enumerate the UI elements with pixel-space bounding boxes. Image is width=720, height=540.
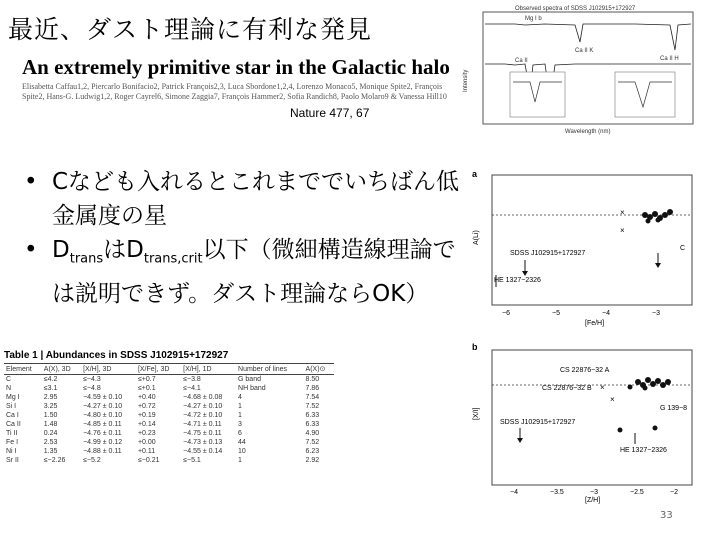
table-cell: 7.54 <box>305 394 320 401</box>
table-row <box>4 402 334 411</box>
panel-b-xtick: −4 <box>510 489 518 496</box>
table-row <box>4 393 334 402</box>
spectrum-label: Ca II <box>515 58 528 64</box>
table-cell: 4.90 <box>305 430 320 437</box>
table-cell: ≤−5.1 <box>183 457 201 464</box>
table-cell: Mg I <box>6 394 20 401</box>
spectrum-label: Ca II H <box>660 56 679 62</box>
table-cell: +0.00 <box>137 439 156 446</box>
table-row <box>4 375 334 385</box>
table-header: Element <box>4 364 42 375</box>
table-cell: ≤−0.21 <box>137 457 160 464</box>
panel-a-points <box>620 208 673 235</box>
table-cell: 1 <box>238 403 242 410</box>
panel-a-xtick: −5 <box>552 310 560 317</box>
table-cell: Sr II <box>6 457 19 464</box>
table-cell: Ca II <box>6 421 21 428</box>
panel-a-point-label: SDSS J102915+172927 <box>510 250 586 257</box>
table-row <box>4 438 334 447</box>
table-cell: 6 <box>238 430 242 437</box>
table-cell: 44 <box>238 439 246 446</box>
paper-title: An extremely primitive star in the Galactic halo <box>22 55 450 79</box>
table-cell: −4.27 ± 0.10 <box>83 403 123 410</box>
panel-b-point-label: SDSS J102915+172927 <box>500 419 576 426</box>
spectrum-xlabel: Wavelength (nm) <box>565 129 611 135</box>
table-cell: 3.25 <box>43 403 58 410</box>
table-cell: 0.24 <box>43 430 58 437</box>
table-cell: 4 <box>238 394 242 401</box>
table-cell: 1.48 <box>43 421 58 428</box>
panel-b-ylabel: [X/I] <box>473 407 480 420</box>
table-cell: 1 <box>238 412 242 419</box>
table-row <box>4 384 334 393</box>
table-header: [X/H], 1D <box>181 364 236 375</box>
data-point-cross: × <box>600 383 605 392</box>
panel-a-xlabel: [Fe/H] <box>585 320 605 327</box>
data-point-cross: × <box>620 208 625 217</box>
table-header: A(X), 3D <box>42 364 81 375</box>
panel-a-label: a <box>472 169 478 179</box>
panel-a-point-label: C <box>680 245 686 252</box>
table-cell: ≤+0.1 <box>137 385 156 392</box>
table-cell: G band <box>238 376 261 383</box>
table-cell: 6.33 <box>305 421 320 428</box>
table-title: Table 1 | Abundances in SDSS J102915+172927 <box>4 350 229 361</box>
table-cell: N <box>6 385 12 392</box>
table-cell: −4.68 ± 0.08 <box>183 394 223 401</box>
panel-b-xlabel: [Z/H] <box>585 497 601 504</box>
table-header: Number of lines <box>236 364 304 375</box>
table-cell: −4.73 ± 0.13 <box>183 439 223 446</box>
table-cell: 8.50 <box>305 376 320 383</box>
table-header: [X/H], 3D <box>81 364 136 375</box>
table-row <box>4 411 334 420</box>
table-cell: NH band <box>238 385 266 392</box>
table-cell: 2.92 <box>305 457 320 464</box>
paper-authors: Elisabetta Caffau1,2, Piercarlo Bonifacio2, Patrick François2,3, Luca Sbordone1,2,4, Lorenzo Monaco5, Monique Spite2, François Spite2, Hans-G. Ludwig1,2, Roger Cayrel6, Simone Zaggia7, François Hammer2, Sofia Randich8, Paolo Molaro9 & Vanessa Hill10 <box>22 82 447 101</box>
data-point <box>655 378 661 384</box>
table-cell: 2.53 <box>43 439 58 446</box>
table-cell: 1 <box>238 457 242 464</box>
panel-b-xtick: −3 <box>590 489 598 496</box>
bullet-dot: • <box>24 237 38 263</box>
table-cell: 10 <box>238 448 246 455</box>
table-cell: 1.35 <box>43 448 58 455</box>
panel-b-xtick: −3.5 <box>550 489 564 496</box>
data-point <box>635 379 641 385</box>
panel-a-plot <box>470 165 700 330</box>
bullet-dot: • <box>24 169 38 195</box>
table-cell: +0.23 <box>137 430 156 437</box>
table-cell: ≤−5.2 <box>83 457 101 464</box>
table-cell: −4.27 ± 0.10 <box>183 403 223 410</box>
table-row <box>4 420 334 429</box>
table-cell: ≤−4.1 <box>183 385 201 392</box>
panel-b-point-label: CS 22876−32 B <box>542 385 592 392</box>
data-point <box>650 381 656 387</box>
table-cell: +0.19 <box>137 412 156 419</box>
table-header-row <box>4 364 334 375</box>
table-header: A(X)⊙ <box>304 364 334 375</box>
panel-a-xtick: −4 <box>602 310 610 317</box>
nature-reference: Nature 477, 67 <box>290 106 370 120</box>
data-point <box>618 428 623 433</box>
table-cell: +0.14 <box>137 421 156 428</box>
bullet-list <box>22 165 462 311</box>
spectrum-figure <box>455 2 700 135</box>
spectrum-inset-left <box>510 72 565 117</box>
table-cell: Si I <box>6 403 17 410</box>
table-cell: −4.55 ± 0.14 <box>183 448 223 455</box>
panel-b-point-label: CS 22876−32 A <box>560 367 610 374</box>
table-cell: +0.40 <box>137 394 156 401</box>
table-body <box>4 375 334 466</box>
table-cell: −4.88 ± 0.11 <box>83 448 122 455</box>
table-cell: ≤−4.3 <box>83 376 101 383</box>
table-cell: −4.85 ± 0.11 <box>83 421 122 428</box>
panel-b-xtick: −2.5 <box>630 489 644 496</box>
data-point <box>656 218 661 223</box>
panel-b-plot <box>470 340 700 505</box>
bullet-text: $D_{trans}$は$D_{trans,crit}$以下（微細構造線理論では説明できず。ダスト理論ならOK） <box>52 237 456 307</box>
spectrum-line-upper <box>485 24 691 50</box>
table-cell: 7.52 <box>305 403 320 410</box>
panel-a-ylabel: A(Li) <box>473 230 480 245</box>
spectrum-title: Observed spectra of SDSS J102915+172927 <box>515 6 636 12</box>
panel-b-xtick: −2 <box>670 489 678 496</box>
data-point <box>646 219 651 224</box>
table-cell: 1.50 <box>43 412 58 419</box>
spectrum-inset-right <box>615 72 675 117</box>
abundance-table <box>0 350 340 465</box>
table-header: [X/Fe], 3D <box>136 364 181 375</box>
table-cell: C <box>6 376 12 383</box>
panel-a-xtick: −6 <box>502 310 510 317</box>
bullet-text: Cなども入れるとこれまででいちばん低金属度の星 <box>52 169 460 229</box>
table-cell: ≤+0.7 <box>137 376 156 383</box>
table-cell: Ca I <box>6 412 19 419</box>
table-cell: Fe I <box>6 439 19 446</box>
panel-a-frame <box>492 175 692 305</box>
table-cell: 6.23 <box>305 448 320 455</box>
table-cell: ≤−4.8 <box>83 385 101 392</box>
table-cell: ≤−3.8 <box>183 376 201 383</box>
data-point <box>653 426 658 431</box>
table-cell: Ti II <box>6 430 18 437</box>
table-cell: −4.76 ± 0.11 <box>83 430 122 437</box>
table-cell: 7.52 <box>305 439 320 446</box>
data-point <box>645 377 651 383</box>
data-point <box>660 382 666 388</box>
table-cell: 6.33 <box>305 412 320 419</box>
bullet-item <box>22 165 462 233</box>
table-cell: Ni I <box>6 448 17 455</box>
table-cell: +0.72 <box>137 403 156 410</box>
data-point <box>643 386 648 391</box>
table-cell: −4.72 ± 0.10 <box>183 412 223 419</box>
panel-a-point-label: HE 1327−2326 <box>494 277 541 284</box>
table-cell: −4.75 ± 0.11 <box>183 430 222 437</box>
table-cell: ≤3.1 <box>43 385 58 392</box>
data-point <box>628 385 633 390</box>
spectrum-label: Ca II K <box>575 48 594 54</box>
table-cell: −4.80 ± 0.10 <box>83 412 123 419</box>
table-row <box>4 447 334 456</box>
data-point-cross: × <box>610 395 615 404</box>
table-cell: −4.59 ± 0.10 <box>83 394 123 401</box>
table-cell: 3 <box>238 421 242 428</box>
table-cell: −4.99 ± 0.12 <box>83 439 123 446</box>
table-grid <box>4 363 334 465</box>
data-point <box>652 211 658 217</box>
spectrum-ylabel: Intensity <box>463 69 469 92</box>
panel-a-xtick: −3 <box>652 310 660 317</box>
upper-limit-arrowhead <box>522 271 528 276</box>
bullet-item <box>22 233 462 311</box>
table-cell: −4.71 ± 0.11 <box>183 421 222 428</box>
panel-b-point-label: HE 1327−2326 <box>620 447 667 454</box>
table-cell: ≤−2.26 <box>43 457 66 464</box>
upper-limit-arrowhead <box>655 263 661 268</box>
panel-b-label: b <box>472 342 478 352</box>
table-cell: ≤4.2 <box>43 376 58 383</box>
data-point <box>667 209 673 215</box>
data-point <box>662 212 668 218</box>
data-point-cross: × <box>620 226 625 235</box>
data-point <box>665 379 671 385</box>
panel-b-point-label: G 139−8 <box>660 405 688 412</box>
spectrum-label: Mg I b <box>525 16 542 22</box>
table-cell: +0.11 <box>137 448 156 455</box>
page-number: 33 <box>660 510 673 521</box>
table-row <box>4 456 334 465</box>
table-cell: 2.95 <box>43 394 58 401</box>
table-row <box>4 429 334 438</box>
upper-limit-arrowhead <box>517 438 523 443</box>
table-cell: 7.86 <box>305 385 320 392</box>
slide-title: 最近、ダスト理論に有利な発見 <box>8 15 373 44</box>
